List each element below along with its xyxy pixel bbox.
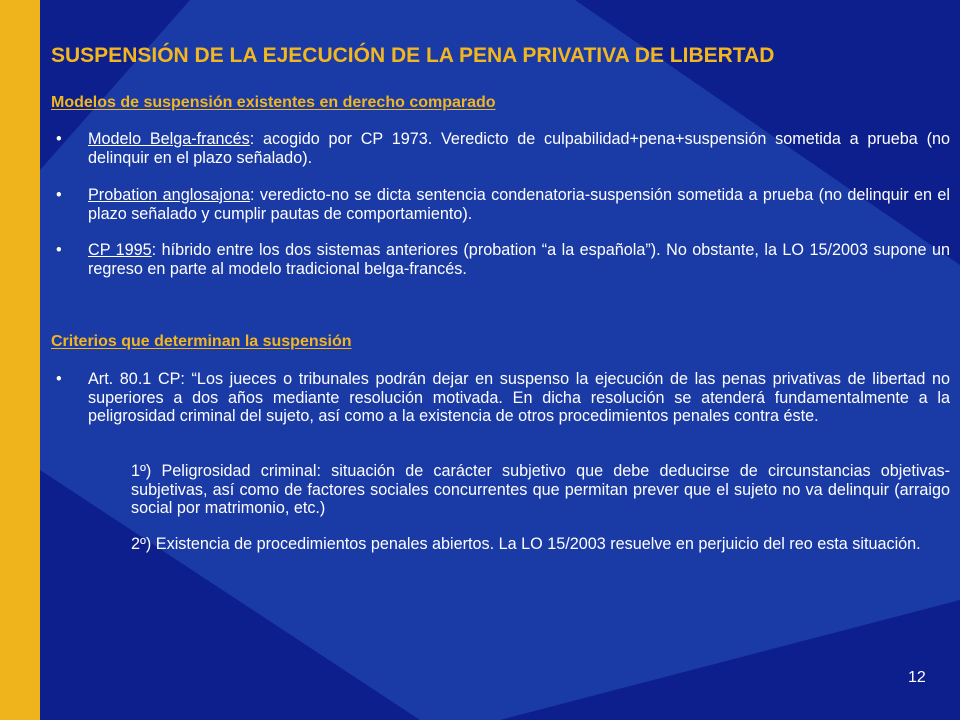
bullet-dot: •: [56, 370, 62, 388]
page-number: 12: [908, 669, 926, 686]
bullet-text: Art. 80.1 CP: “Los jueces o tribunales podrán dejar en suspenso la ejecución de las penas privativas de libertad no superiores a dos años mediante resolución motivada. En dicha resolución se atenderá fundamentalmente a la peligrosidad criminal del sujeto, así como a la existencia de otros procedimientos penales contra éste.: [88, 370, 950, 425]
bullet-item-belga-frances: [51, 130, 950, 167]
bullet-description: : híbrido entre los dos sistemas anteriores (probation “a la española”). No obstante, la LO 15/2003 supone un regreso en parte al modelo tradicional belga-francés.: [88, 241, 951, 278]
bullet-text: [88, 241, 950, 278]
section-heading-models: Modelos de suspensión existentes en derecho comparado: [51, 94, 496, 111]
bullet-term: CP 1995: [88, 241, 152, 259]
slide-title: SUSPENSIÓN DE LA EJECUCIÓN DE LA PENA PRIVATIVA DE LIBERTAD: [51, 44, 775, 67]
sub-item-peligrosidad: 1º) Peligrosidad criminal: situación de carácter subjetivo que debe deducirse de circunstancias objetivas-subjetivas, así como de factores sociales concurrentes que permitan prever que el sujeto no va delinquir (arraigo social por matrimonio, etc.): [131, 462, 950, 517]
bullet-description: : acogido por CP 1973. Veredicto de culpabilidad+pena+suspensión sometida a prueba (no delinquir en el plazo señalado).: [88, 130, 950, 167]
left-accent-bar: [0, 0, 40, 720]
bullet-description: : veredicto-no se dicta sentencia condenatoria-suspensión sometida a prueba (no delinquir en el plazo señalado y cumplir pautas de comportamiento).: [88, 186, 950, 223]
bullet-term: Modelo Belga-francés: [88, 130, 250, 148]
bullet-item-cp-1995: [51, 241, 950, 278]
bullet-term: Probation anglosajona: [88, 186, 250, 204]
sub-item-procedimientos: 2º) Existencia de procedimientos penales abiertos. La LO 15/2003 resuelve en perjuicio del reo esta situación.: [131, 535, 921, 553]
bullet-dot: •: [56, 130, 62, 148]
bullet-dot: •: [56, 241, 62, 259]
bullet-dot: •: [56, 186, 62, 204]
bullet-item-art-80-1: [51, 370, 950, 426]
bullet-item-probation: [51, 186, 950, 223]
bullet-text: [88, 186, 950, 223]
bullet-text: [88, 130, 950, 167]
section-heading-criteria: Criterios que determinan la suspensión: [51, 333, 352, 350]
